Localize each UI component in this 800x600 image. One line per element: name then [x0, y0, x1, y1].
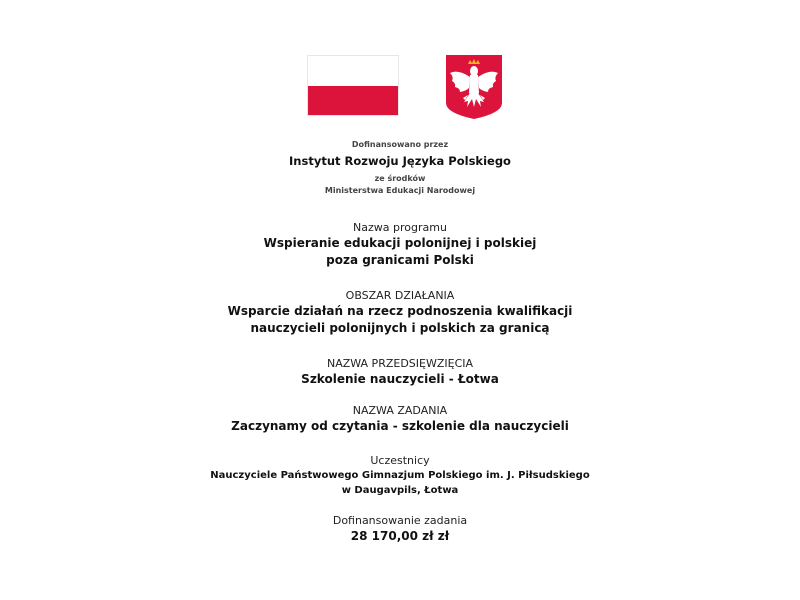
section-program-name: [0, 220, 800, 269]
funded-by-label: Dofinansowano przez: [351, 140, 449, 149]
section-area: [0, 288, 800, 337]
section-value-line: Zaczynamy od czytania - szkolenie dla nauczycieli: [231, 419, 569, 433]
section-value-line: Szkolenie nauczycieli - Łotwa: [301, 372, 499, 386]
section-label: Uczestnicy: [370, 454, 430, 467]
section-funding-amount: [0, 513, 800, 545]
section-label: Nazwa programu: [353, 221, 447, 234]
section-label: OBSZAR DZIAŁANIA: [345, 289, 455, 302]
section-label: NAZWA ZADANIA: [352, 404, 448, 417]
section-value-line: Wspieranie edukacji polonijnej i polskiej: [263, 236, 537, 250]
polish-flag: [307, 55, 399, 116]
institution-name: Instytut Rozwoju Języka Polskiego: [289, 154, 511, 168]
section-undertaking: [0, 356, 800, 388]
from-funds-label: ze środków: [374, 174, 426, 183]
section-label: Dofinansowanie zadania: [332, 514, 468, 527]
section-value-line: Wsparcie działań na rzecz podnoszenia kwalifikacji: [227, 304, 573, 318]
flag-white-stripe: [308, 56, 398, 86]
funding-info: [0, 139, 800, 197]
polish-eagle-emblem-icon: [446, 55, 502, 119]
section-value-line: Nauczyciele Państwowego Gimnazjum Polskiego im. J. Piłsudskiego: [210, 470, 590, 481]
section-participants: [0, 453, 800, 498]
funding-amount: 28 170,00 zł zł: [350, 529, 450, 543]
section-task: [0, 403, 800, 435]
section-value-line: nauczycieli polonijnych i polskich za granicą: [250, 321, 550, 335]
ministry-name: Ministerstwa Edukacji Narodowej: [324, 186, 476, 195]
flag-red-stripe: [308, 86, 398, 116]
section-label: NAZWA PRZEDSIĘWZIĘCIA: [326, 357, 474, 370]
section-value-line: w Daugavpils, Łotwa: [341, 485, 459, 496]
section-value-line: poza granicami Polski: [326, 253, 474, 267]
